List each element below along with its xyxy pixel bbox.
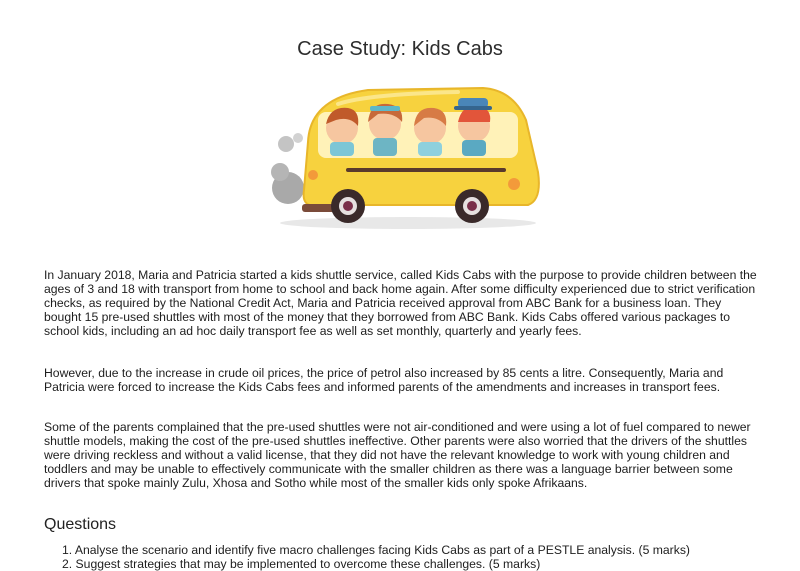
questions-heading: Questions <box>44 516 117 533</box>
questions-list <box>62 543 762 571</box>
exhaust-puff <box>271 163 289 181</box>
ground-shadow <box>280 217 536 229</box>
question-item: 2. Suggest strategies that may be implemented to overcome these challenges. (5 marks) <box>62 557 541 571</box>
paragraph-intro: In January 2018, Maria and Patricia started a kids shuttle service, called Kids Cabs with the purpose to provide children between the ages of 3 and 18 with transport from home to school and back home again. After some difficulty experienced due to strict verification checks, as required by the National Credit Act, Maria and Patricia received approval from ABC Bank for a business loan. They bought 15 pre-used shuttles with most of the money that they borrowed from ABC Bank. Kids Cabs offered various packages to school kids, including an ad hoc daily transport fee as well as set monthly, quarterly and yearly fees. <box>44 268 757 338</box>
kid-3 <box>414 108 446 156</box>
rear-wheel <box>455 189 489 223</box>
paragraph-complaints: Some of the parents complained that the pre-used shuttles were not air-conditioned and were using a lot of fuel compared to newer shuttle models, making the cost of the pre-used shuttles ineffective. Other parents were also worried that the drivers of the shuttles were driving reckless and without a valid license, that they did not have the relevant knowledge to work with young children and toddlers and may be unable to effectively communicate with the smaller children as there was a language barrier between some drivers that spoke mainly Zulu, Xhosa and Sotho while most of the smaller kids only spoke Afrikaans. <box>44 420 751 490</box>
exhaust-puff <box>278 136 294 152</box>
exhaust-puff <box>293 133 303 143</box>
bus-with-kids-illustration <box>258 80 548 235</box>
page-title: Case Study: Kids Cabs <box>297 38 503 60</box>
question-item: 1. Analyse the scenario and identify five macro challenges facing Kids Cabs as part of a PESTLE analysis. (5 marks) <box>62 543 690 557</box>
kid-1 <box>326 108 358 156</box>
body-stripe <box>346 168 506 172</box>
tail-light <box>308 170 318 180</box>
headlight <box>508 178 520 190</box>
front-wheel <box>331 189 365 223</box>
paragraph-petrol: However, due to the increase in crude oil prices, the price of petrol also increased by 85 cents a litre. Consequently, Maria and Patricia were forced to increase the Kids Cabs fees and informed parents of the amendments and increases in transport fees. <box>44 366 724 394</box>
